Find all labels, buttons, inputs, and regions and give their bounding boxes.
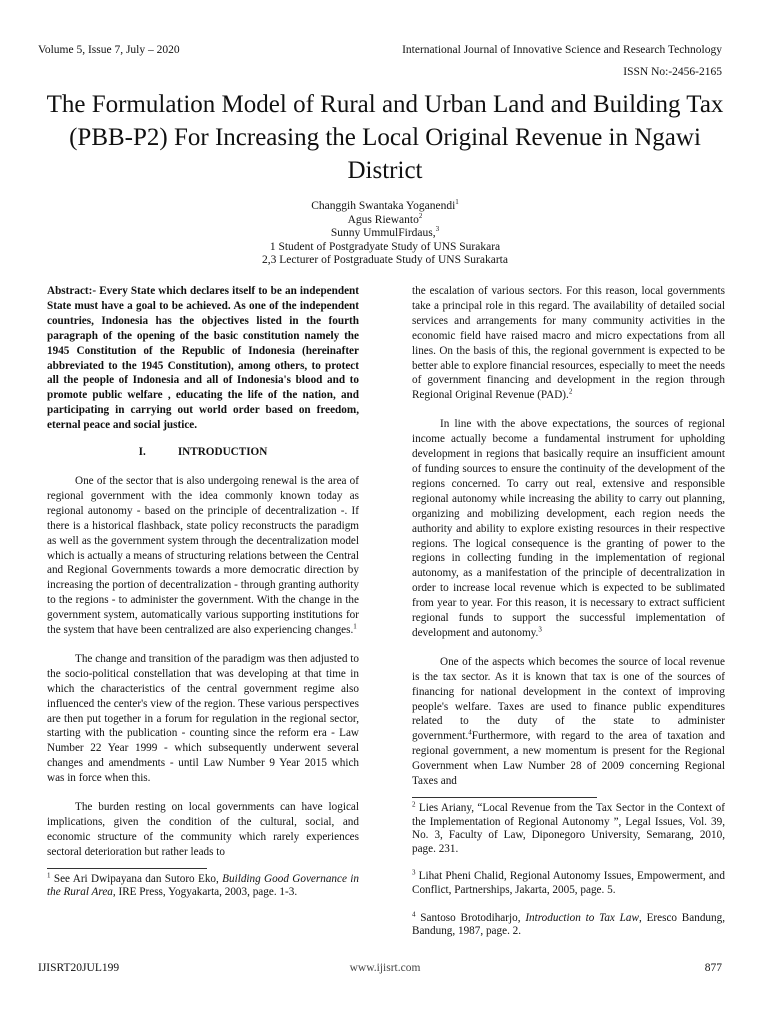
header-volume: Volume 5, Issue 7, July – 2020 bbox=[38, 44, 180, 56]
footer-website-link[interactable]: www.ijisrt.com bbox=[349, 962, 421, 974]
author-1: Changgih Swantaka Yoganendi$^1$ bbox=[311, 198, 459, 212]
right-column bbox=[412, 284, 725, 953]
affiliation-1: 1 Student of Postgradyate Study of UNS Surakara bbox=[269, 240, 501, 253]
intro-paragraph-1: One of the sector that is also undergoing renewal is the area of regional government with the idea commonly known today as regional autonomy - based on the principle of decentralization -. If there is a historical flashback, state policy reconstructs the paradigm as well as the government system through the decentralization model which is actually a means of structuring relations between the Central and Regional Governments towards a more democratic direction by increasing the portion of decentralization - through granting authority to the regions - to administer the government. With the change in the government system, automatically various supporting institutions for the system that have been centralized are also experiencing changes.$^1$ bbox=[47, 474, 359, 637]
footnote-rule bbox=[412, 797, 597, 798]
footnote-3: $^3$ Lihat Pheni Chalid, Regional Autonomy Issues, Empowerment, and Conflict, Partnerships, Jakarta, 2005, page. 5. bbox=[412, 868, 725, 896]
footnote-4: $^4$ Santoso Brotodiharjo, Introduction to Tax Law, Eresco Bandung, Bandung, 1987, page. 2. bbox=[412, 909, 725, 938]
affiliation-2: 2,3 Lecturer of Postgraduate Study of UNS Surakarta bbox=[262, 254, 508, 267]
paper-title: The Formulation Model of Rural and Urban Land and Building Tax (PBB-P2) For Increasing the Local Original Revenue in Ngawi District bbox=[46, 91, 724, 184]
author-3: Sunny UmmulFirdaus,$^3$ bbox=[330, 225, 440, 240]
footnote-rule bbox=[47, 868, 207, 869]
header-journal: International Journal of Innovative Science and Research Technology bbox=[402, 44, 722, 56]
footnote-1: $^1$ See Ari Dwipayana dan Sutoro Eko, Building Good Governance in the Rural Area, IRE Press, Yogyakarta, 2003, page. 1-3. bbox=[47, 870, 359, 899]
author-block bbox=[0, 200, 770, 268]
footer-paper-id: IJISRT20JUL199 bbox=[38, 962, 120, 974]
author-2: Agus Riewanto$^2$ bbox=[347, 211, 423, 226]
intro-paragraph-2: The change and transition of the paradigm was then adjusted to the socio-political constellation that was developing at that time in which the characteristics of the central government regime also influenced the center's view of the region. These various perspectives are then put together in a forum for regulation in the regional sector, starting with the publication - counting since the reform era - Law Number 22 Year 1999 - which subsequently underwent several changes and amendments - until Law Number 9 Year 2015 which was in force when this. bbox=[47, 652, 359, 785]
body-paragraph-continuation: the escalation of various sectors. For this reason, local governments take a principal role in this regard. The availability of detailed social services and arrangements for many community activities in the economic field have raised macro and micro expectations from all lines. On the basis of this, the regional government is expected to be better able to explore financial resources, especially to meet the needs of government financing and development in the region through Regional Original Revenue (PAD).$^2$ bbox=[412, 285, 725, 402]
body-paragraph-tax-sector: One of the aspects which becomes the source of local revenue is the tax sector. As it is known that tax is one of the sources of financing for national development in the context of improving people's welfare. Taxes are used to finance public expenditures related to the duty of the state to administer government.$^4$Furthermore, with regard to the area of taxation and regional government, a new momentum is present for the Regional Government when Law Number 28 of 2009 concerning Regional Taxes and bbox=[412, 655, 725, 788]
header-issn: ISSN No:-2456-2165 bbox=[623, 66, 722, 78]
footer-page-number: 877 bbox=[704, 962, 722, 974]
section-heading-introduction: I. INTRODUCTION bbox=[138, 446, 268, 459]
footnote-2: $^2$ Lies Ariany, “Local Revenue from the Tax Sector in the Context of the Implementation of Regional Autonomy ”, Legal Issues, Vol. 39, No. 3, Faculty of Law, Diponegoro University, Semarang, 2010, page. 231. bbox=[412, 800, 725, 855]
left-column bbox=[47, 284, 359, 914]
abstract: Abstract:- Every State which declares itself to be an independent State must have a goal to be achieved. As one of the independent countries, Indonesia has the objectives listed in the fourth paragraph of the opening of the basic constitution namely the 1945 Constitution of the Republic of Indonesia (hereinafter abbreviated to the 1945 Constitution), among others, to protect all the people of Indonesia and all of Indonesia's blood and to promote public welfare , educating the life of the nation, and participating in carrying out world order based on freedom, eternal peace and social justice. bbox=[47, 285, 359, 432]
intro-paragraph-3: The burden resting on local governments can have logical implications, given the condition of the cultural, social, and economic structure of the community which rarely experiences sectoral deterioration but rather leads to bbox=[47, 801, 359, 858]
body-paragraph-expectations: In line with the above expectations, the sources of regional income actually become a fundamental instrument for upholding development in regions that basically require an insufficient amount of funding sources to ensure the continuity of the development of the regions concerned. To carry out real, extensive and responsible regional autonomy while increasing the ability to carry out planning, organizing and mobilizing development, each region needs the authority and ability to explore existing resources in their respective regions. The logical consequence is the granting of power to the regions in collecting funding in the implementation of regional autonomy, as a manifestation of the principle of decentralization in order to increase local revenue which is expected to be sublimated from year to year. For this reason, it is necessary to extract sufficient regional funds to support the successful implementation of development and autonomy.$^3$ bbox=[412, 418, 725, 639]
